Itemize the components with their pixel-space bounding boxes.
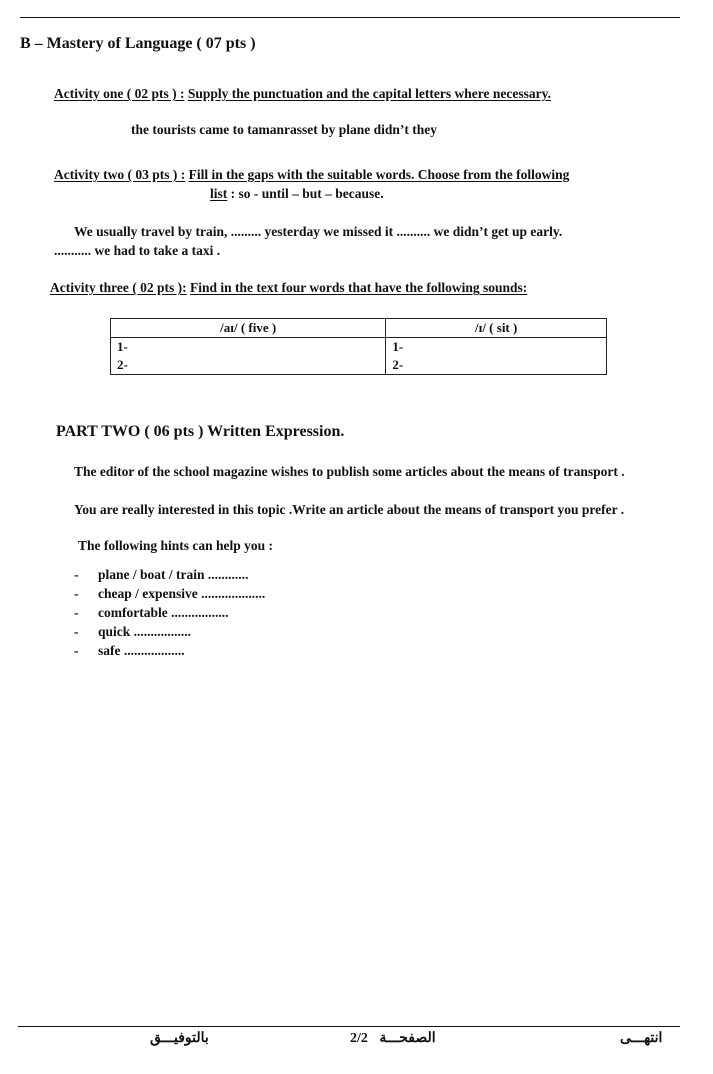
hint-text: comfortable ................. <box>98 605 229 620</box>
hint-text: safe .................. <box>98 643 185 658</box>
part-two-paragraph-2 <box>46 500 661 519</box>
activity-two-label: Activity two ( 03 pts ) : <box>54 167 186 182</box>
activity-one-instruction <box>54 86 551 102</box>
hint-text: quick ................. <box>98 624 192 639</box>
table-cell: 2- <box>386 356 607 375</box>
bullet-dash: - <box>74 605 79 620</box>
sounds-table <box>110 318 607 375</box>
part-two-heading: PART TWO ( 06 pts ) Written Expression. <box>56 423 345 440</box>
activity-three-task: Find in the text four words that have the following sounds: <box>189 280 528 295</box>
list-item <box>74 622 265 641</box>
list-item <box>74 584 265 603</box>
top-rule <box>20 17 680 18</box>
activity-three-instruction <box>50 280 527 296</box>
hint-text: cheap / expensive ................... <box>98 586 266 601</box>
table-row <box>111 356 607 375</box>
list-label: list <box>210 186 228 201</box>
list-item <box>74 565 265 584</box>
footer-good-luck: بالتوفيـــق <box>150 1031 209 1046</box>
activity-two-instruction <box>54 167 569 183</box>
sounds-table-header <box>111 319 607 338</box>
footer-end: انتهـــى <box>620 1031 663 1046</box>
hints-intro: The following hints can help you : <box>78 538 274 553</box>
header-sound-ai: /aɪ/ ( five ) <box>111 319 386 338</box>
activity-one-task: Supply the punctuation and the capital letters where necessary. <box>187 86 551 101</box>
footer-page-number <box>350 1030 436 1047</box>
table-cell: 1- <box>111 338 386 357</box>
section-heading: B – Mastery of Language ( 07 pts ) <box>20 35 256 52</box>
gap-text-line-1: We usually travel by train, ......... yesterday we missed it .......... we didn’t get up early. <box>74 224 563 239</box>
hints-list <box>74 565 265 660</box>
gap-text-line-2: ........... we had to take a taxi . <box>54 243 221 258</box>
paragraph-1-text: The editor of the school magazine wishes to publish some articles about the means of transport . <box>74 464 625 479</box>
bullet-dash: - <box>74 586 79 601</box>
activity-three-label: Activity three ( 02 pts ): <box>50 280 187 295</box>
bullet-dash: - <box>74 624 79 639</box>
header-sound-i: /ɪ/ ( sit ) <box>386 319 607 338</box>
page-number: 2/2 <box>350 1031 368 1046</box>
activity-two-task: Fill in the gaps with the suitable words. Choose from the following <box>188 167 570 182</box>
hint-text: plane / boat / train ............ <box>98 567 249 582</box>
table-cell: 1- <box>386 338 607 357</box>
table-cell: 2- <box>111 356 386 375</box>
activity-one-sentence: the tourists came to tamanrasset by plane didn’t they <box>131 122 437 137</box>
bullet-dash: - <box>74 643 79 658</box>
table-row <box>111 338 607 357</box>
bullet-dash: - <box>74 567 79 582</box>
part-two-paragraph-1 <box>46 462 661 481</box>
list-item <box>74 641 265 660</box>
list-item <box>74 603 265 622</box>
word-options: : so - until – but – because. <box>227 186 384 201</box>
paragraph-2-text: You are really interested in this topic .Write an article about the means of transport you prefer . <box>74 502 625 517</box>
page-label: الصفحـــة <box>379 1031 436 1046</box>
activity-one-label: Activity one ( 02 pts ) : <box>54 86 185 101</box>
activity-two-word-list <box>210 186 384 202</box>
bottom-rule <box>18 1026 680 1027</box>
